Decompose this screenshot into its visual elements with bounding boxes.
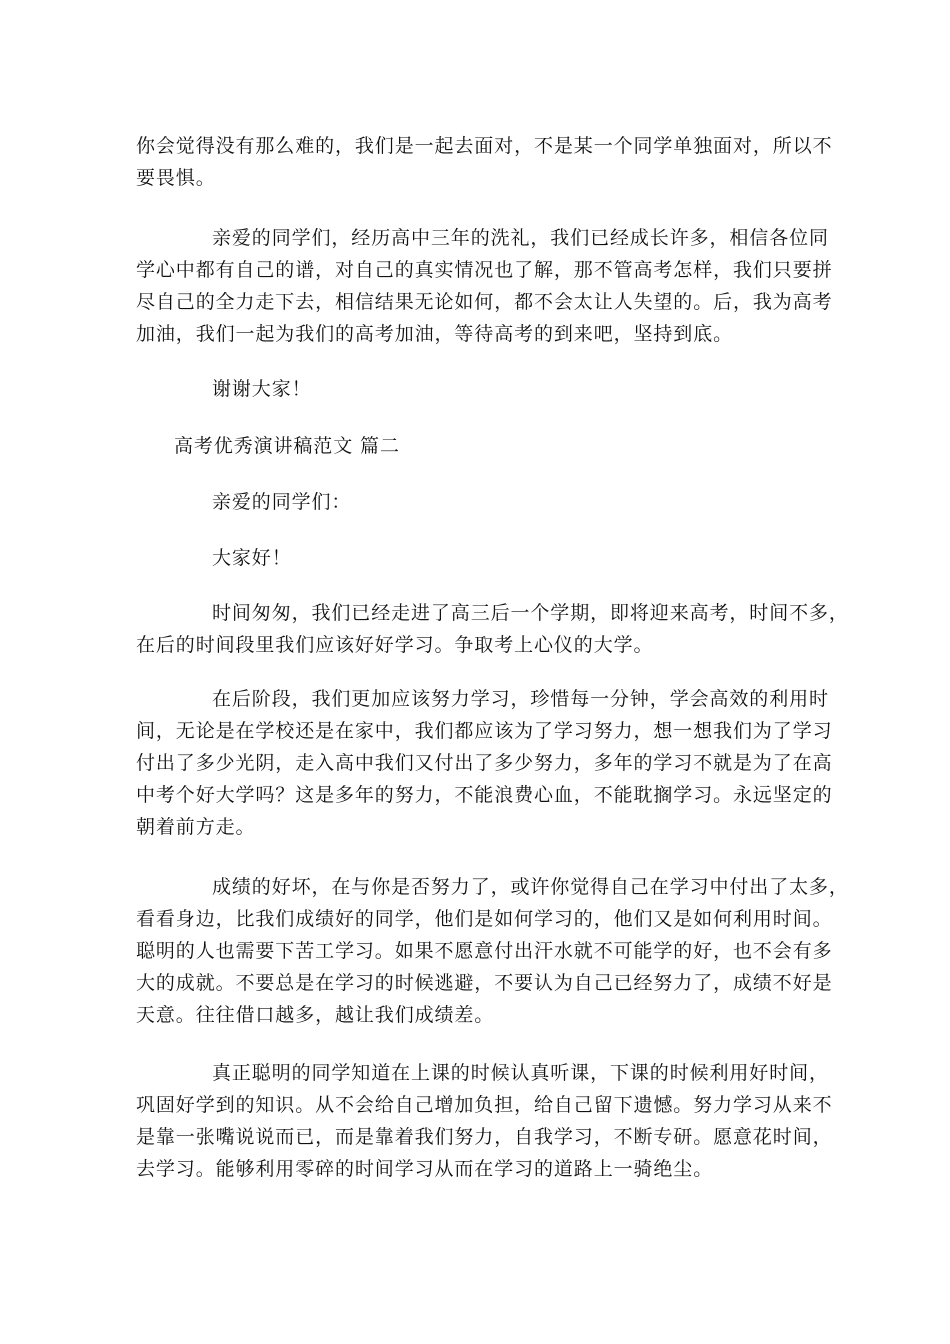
- paragraph-line: 聪明的人也需要下苦工学习。如果不愿意付出汗水就不可能学的好，也不会有多: [136, 940, 833, 962]
- paragraph-line: 时间匆匆，我们已经走进了高三后一个学期，即将迎来高考，时间不多，: [212, 602, 849, 624]
- paragraph-line: 尽自己的全力走下去，相信结果无论如何，都不会太让人失望的。后，我为高考: [136, 291, 833, 313]
- paragraph-line: 天意。往往借口越多，越让我们成绩差。: [136, 1004, 495, 1026]
- paragraph-line: 去学习。能够利用零碎的时间学习从而在学习的道路上一骑绝尘。: [136, 1158, 714, 1180]
- paragraph-greeting: [136, 486, 826, 518]
- section-heading: 高考优秀演讲稿范文 篇二: [174, 435, 400, 457]
- paragraph-line: 要畏惧。: [136, 167, 216, 189]
- paragraph-1: [136, 130, 833, 194]
- paragraph-line: 巩固好学到的知识。从不会给自己增加负担，给自己留下遗憾。努力学习从来不: [136, 1094, 833, 1116]
- paragraph-line: 成绩的好坏，在与你是否努力了，或许你觉得自己在学习中付出了太多，: [212, 876, 849, 898]
- paragraph-line: 你会觉得没有那么难的，我们是一起去面对，不是某一个同学单独面对，所以不: [136, 135, 833, 157]
- paragraph-line: 在后阶段，我们更加应该努力学习，珍惜每一分钟，学会高效的利用时: [212, 688, 829, 710]
- paragraph-5: [136, 871, 849, 1031]
- paragraph-6: [136, 1057, 833, 1185]
- paragraph-line: 是靠一张嘴说说而已，而是靠着我们努力，自我学习，不断专研。愿意花时间，: [136, 1126, 833, 1148]
- paragraph-line: 亲爱的同学们：: [212, 491, 352, 513]
- paragraph-hello: [136, 542, 826, 574]
- paragraph-line: 大家好！: [212, 547, 292, 569]
- paragraph-3: [136, 597, 849, 661]
- paragraph-2: [136, 222, 833, 350]
- paragraph-line: 大的成就。不要总是在学习的时候逃避，不要认为自己已经努力了，成绩不好是: [136, 972, 833, 994]
- paragraph-line: 加油，我们一起为我们的高考加油，等待高考的到来吧，坚持到底。: [136, 323, 734, 345]
- paragraph-line: 在后的时间段里我们应该好好学习。争取考上心仪的大学。: [136, 634, 654, 656]
- paragraph-thanks: [136, 373, 826, 405]
- paragraph-line: 中考个好大学吗？这是多年的努力，不能浪费心血，不能耽搁学习。永远坚定的: [136, 784, 833, 806]
- paragraph-line: 学心中都有自己的谱，对自己的真实情况也了解，那不管高考怎样，我们只要拼: [136, 259, 833, 281]
- paragraph-4: [136, 683, 833, 843]
- paragraph-line: 亲爱的同学们，经历高中三年的洗礼，我们已经成长许多，相信各位同: [212, 227, 829, 249]
- paragraph-line: 看看身边，比我们成绩好的同学，他们是如何学习的，他们又是如何利用时间。: [136, 908, 833, 930]
- paragraph-line: 付出了多少光阴，走入高中我们又付出了多少努力，多年的学习不就是为了在高: [136, 752, 833, 774]
- paragraph-line: 朝着前方走。: [136, 816, 256, 838]
- paragraph-line: 间，无论是在学校还是在家中，我们都应该为了学习努力，想一想我们为了学习: [136, 720, 833, 742]
- paragraph-line: 谢谢大家！: [212, 378, 312, 400]
- paragraph-line: 真正聪明的同学知道在上课的时候认真听课，下课的时候利用好时间，: [212, 1062, 829, 1084]
